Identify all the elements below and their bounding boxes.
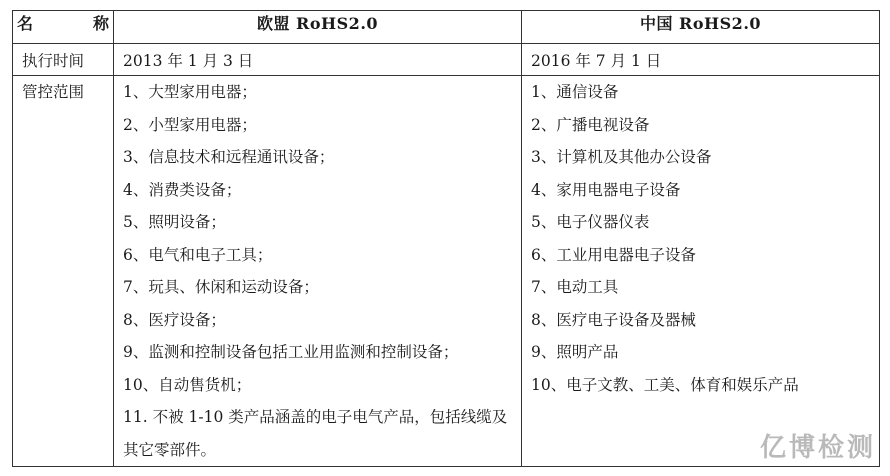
cn-scope-list <box>531 76 879 401</box>
scope-row <box>13 76 880 467</box>
scope-list-item: 4、消费类设备； <box>123 180 242 199</box>
scope-list-item: 3、信息技术和远程通讯设备； <box>123 148 335 166</box>
scope-list-item: 11. 不被 1-10 类产品涵盖的电子电气产品，包括线缆及其它零部件。 <box>123 408 508 459</box>
scope-list-item: 1、通信设备 <box>531 83 619 101</box>
scope-list-item: 3、计算机及其他办公设备 <box>531 148 712 166</box>
cn-effective-date: 2016 年 7 月 1 日 <box>522 44 880 76</box>
header-eu-rohs: 欧盟 RoHS2.0 <box>114 11 522 44</box>
scope-list-item: 5、照明设备； <box>123 213 226 231</box>
scope-list-item: 6、工业用电器电子设备 <box>531 245 696 264</box>
scope-list-item: 6、电气和电子工具； <box>123 245 273 264</box>
scope-list-item: 1、大型家用电器； <box>123 83 257 101</box>
scope-list-item: 8、医疗电子设备及器械 <box>531 310 696 329</box>
scope-label-text: 管控范围 <box>22 83 85 101</box>
scope-list-item: 5、电子仪器仪表 <box>531 213 650 231</box>
scope-list-item: 9、监测和控制设备包括工业用监测和控制设备； <box>123 343 459 361</box>
effective-date-row <box>13 44 880 76</box>
rohs-comparison-table <box>12 10 880 467</box>
scope-list-item: 10、自动售货机； <box>123 375 252 394</box>
eu-scope-list <box>123 76 521 466</box>
effective-date-label: 执行时间 <box>13 44 114 76</box>
eu-effective-date: 2013 年 1 月 3 日 <box>114 44 522 76</box>
scope-list-item: 8、医疗设备； <box>123 310 226 329</box>
header-row <box>13 11 880 44</box>
scope-list-item: 10、电子文教、工美、体育和娱乐产品 <box>531 375 799 394</box>
header-cn-rohs: 中国 RoHS2.0 <box>522 11 880 44</box>
watermark-logo-text: 亿博检测 <box>759 433 876 463</box>
header-name: 名 称 <box>13 11 114 44</box>
cn-scope-cell <box>522 76 880 467</box>
scope-label <box>13 76 114 467</box>
scope-list-item: 2、小型家用电器； <box>123 115 257 134</box>
scope-list-item: 4、家用电器电子设备 <box>531 180 681 199</box>
scope-list-item: 2、广播电视设备 <box>531 115 650 134</box>
scope-list-item: 9、照明产品 <box>531 343 619 361</box>
scope-list-item: 7、电动工具 <box>531 278 619 296</box>
eu-scope-cell <box>114 76 522 467</box>
scope-list-item: 7、玩具、休闲和运动设备； <box>123 278 319 296</box>
